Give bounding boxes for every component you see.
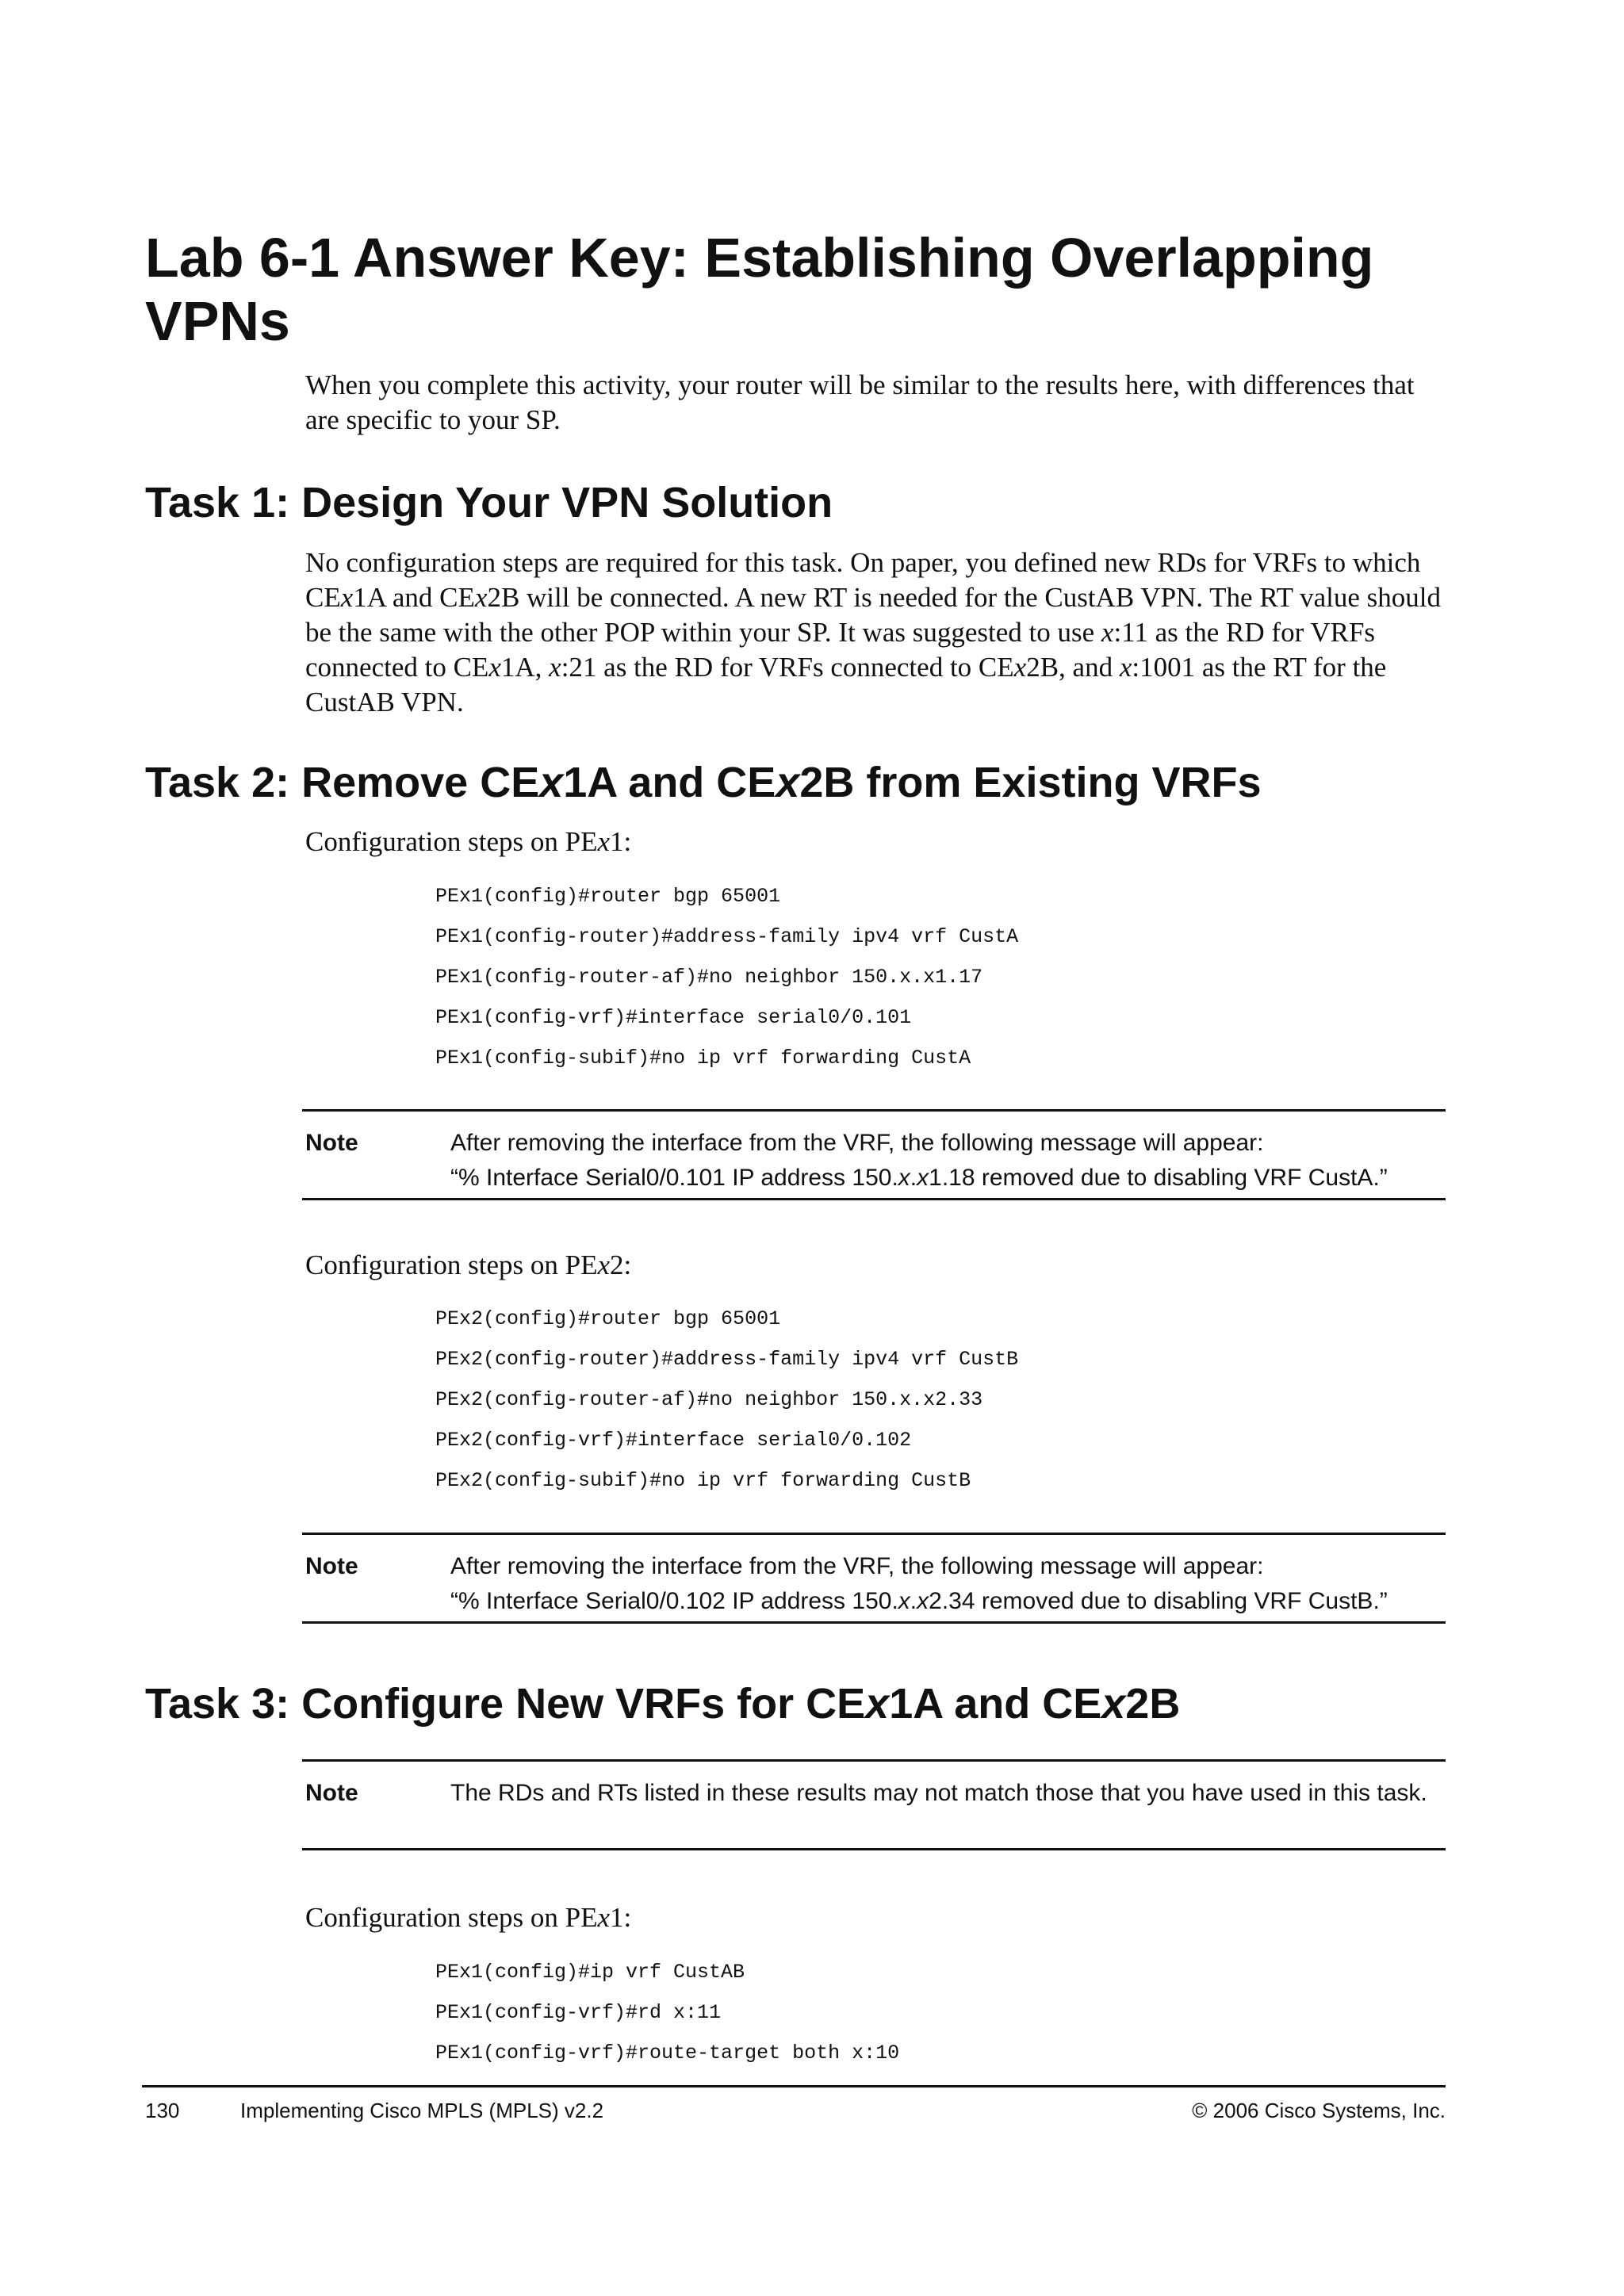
task2-heading: Task 2: Remove CEx1A and CEx2B from Existing VRFs — [145, 759, 1262, 806]
note-text: The RDs and RTs listed in these results may not match those that you have used in this task. — [450, 1780, 1427, 1806]
note-line-2: “% Interface Serial0/0.101 IP address 150.x.x1.18 removed due to disabling VRF CustA.” — [450, 1165, 1388, 1191]
code-line: PEx2(config-subif)#no ip vrf forwarding CustB — [435, 1469, 971, 1492]
footer-rule — [142, 2085, 1446, 2087]
code-line: PEx1(config)#router bgp 65001 — [435, 885, 781, 908]
code-line: PEx2(config)#router bgp 65001 — [435, 1307, 781, 1330]
code-line: PEx2(config-vrf)#interface serial0/0.102 — [435, 1429, 912, 1452]
note-line-2: “% Interface Serial0/0.102 IP address 150.x.x2.34 removed due to disabling VRF CustB.” — [450, 1588, 1388, 1614]
code-line: PEx1(config-router-af)#no neighbor 150.x.x1.17 — [435, 966, 983, 989]
code-line: PEx1(config-vrf)#rd x:11 — [435, 2001, 722, 2024]
copyright: © 2006 Cisco Systems, Inc. — [1192, 2099, 1446, 2122]
note-line-1: After removing the interface from the VRF, the following message will appear: — [450, 1130, 1264, 1156]
code-line: PEx1(config-vrf)#route-target both x:10 — [435, 2042, 900, 2064]
task1-paragraph: No configuration steps are required for this task. On paper, you defined new RDs for VRFs to which CEx1A and CEx2B will be connected. A new RT is needed for the CustAB VPN. The RT value should be the same with the other POP within your SP. It was suggested to use x:11 as the RD for VRFs connected to CEx1A, x:21 as the RD for VRFs connected to CEx2B, and x:1001 as the RT for the CustAB VPN. — [305, 547, 1441, 718]
note-label: Note — [305, 1553, 358, 1579]
code-line: PEx1(config)#ip vrf CustAB — [435, 1961, 745, 1984]
note-text — [450, 1549, 1434, 1619]
note-line-1: After removing the interface from the VRF, the following message will appear: — [450, 1553, 1264, 1579]
code-line: PEx2(config-router-af)#no neighbor 150.x.x2.33 — [435, 1388, 983, 1411]
page-title: Lab 6-1 Answer Key: Establishing Overlapping VPNs — [145, 227, 1374, 352]
task2-note-1 — [302, 1109, 1446, 1200]
task3-steps-pe1-label: Configuration steps on PEx1: — [305, 1902, 632, 1933]
page-number: 130 — [145, 2099, 180, 2122]
code-line: PEx1(config-subif)#no ip vrf forwarding CustA — [435, 1047, 971, 1070]
task2-code-pe1 — [435, 876, 1018, 1078]
task3-heading: Task 3: Configure New VRFs for CEx1A and CEx2B — [145, 1680, 1181, 1728]
note-label: Note — [305, 1130, 358, 1156]
task2-code-pe2 — [435, 1299, 1018, 1501]
task3-note — [302, 1759, 1446, 1850]
book-title: Implementing Cisco MPLS (MPLS) v2.2 — [240, 2099, 604, 2122]
code-line: PEx2(config-router)#address-family ipv4 vrf CustB — [435, 1348, 1019, 1371]
code-line: PEx1(config-router)#address-family ipv4 vrf CustA — [435, 925, 1019, 948]
note-text — [450, 1126, 1434, 1196]
task2-steps-pe2-label: Configuration steps on PEx2: — [305, 1249, 632, 1280]
task2-steps-pe1-label: Configuration steps on PEx1: — [305, 826, 632, 857]
note-label: Note — [305, 1780, 358, 1806]
task1-heading: Task 1: Design Your VPN Solution — [145, 479, 833, 526]
code-line: PEx1(config-vrf)#interface serial0/0.101 — [435, 1006, 912, 1029]
task3-code-pe1 — [435, 1952, 899, 2073]
task2-note-2 — [302, 1533, 1446, 1624]
intro-paragraph: When you complete this activity, your router will be similar to the results here, with differences that are specific to your SP. — [305, 369, 1415, 435]
